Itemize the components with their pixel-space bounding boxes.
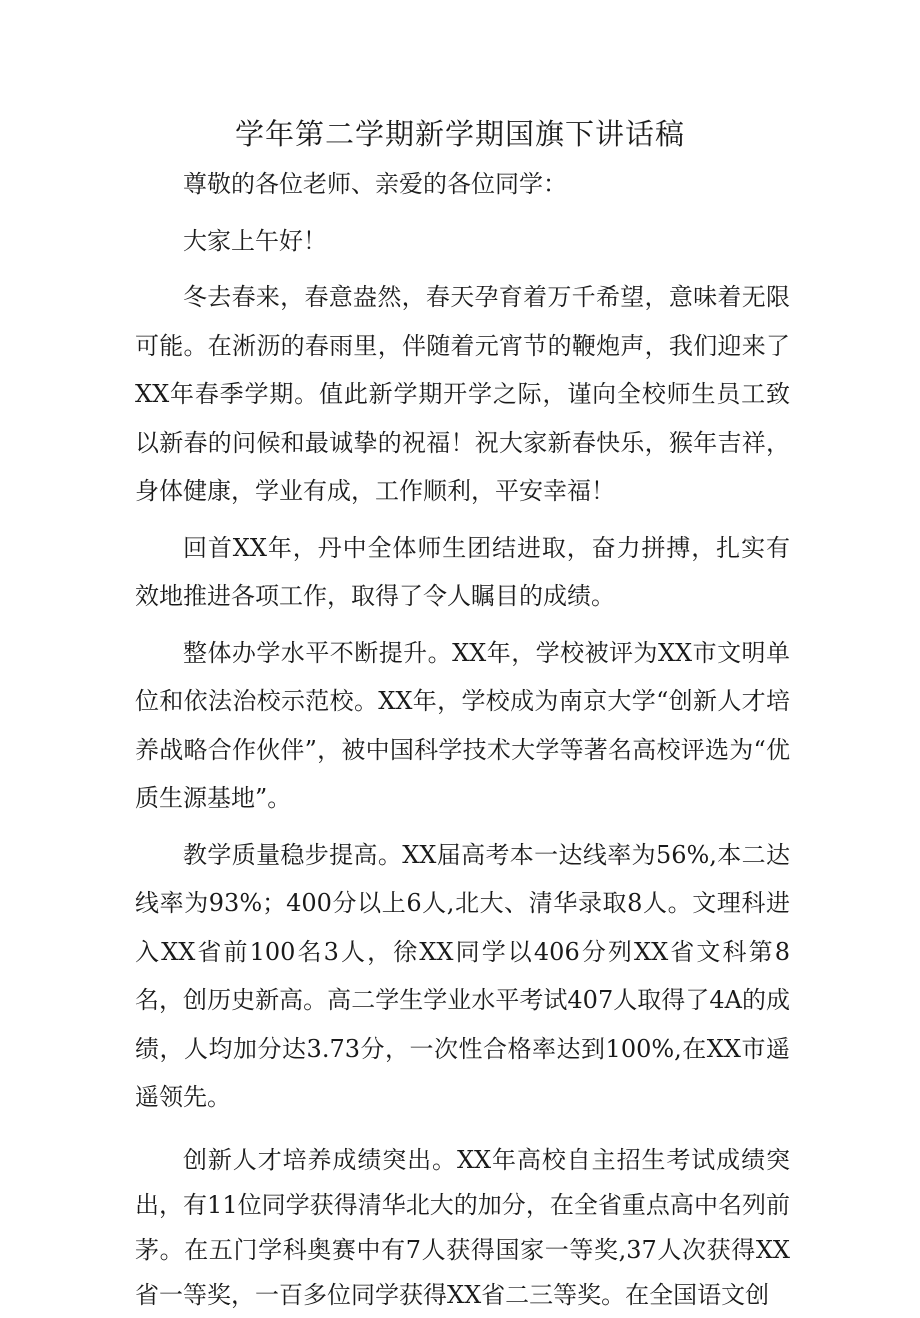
greeting-paragraph: 大家上午好！ [183, 226, 327, 255]
spring-blessing-paragraph: 冬去春来，春意盎然，春天孕育着万千希望，意味着无限可能。在淅沥的春雨里，伴随着元宵节的鞭炮声，我们迎来了XX年春季学期。值此新学期开学之际，谨向全校师生员工致以新春的问候和最诚挚的祝福！祝大家新春快乐，猴年吉祥，身体健康，学业有成，工作顺利，平安幸福！ [135, 283, 790, 505]
teaching-quality-paragraph: 教学质量稳步提高。XX届高考本一达线率为56%,本二达线率为93%；400分以上6人,北大、清华录取8人。文理科进入XX省前100名3人，徐XX同学以406分列XX省文科第8名，创历史新高。高二学生学业水平考试407人取得了4A的成绩，人均加分达3.73分，一次性合格率达到100%,在XX市遥遥领先。 [135, 840, 790, 1111]
innovation-talent-paragraph: 创新人才培养成绩突出。XX年高校自主招生考试成绩突出，有11位同学获得清华北大的加分，在全省重点高中名列前茅。在五门学科奥赛中有7人获得国家一等奖,37人次获得XX省一等奖，一百多位同学获得XX省二三等奖。在全国语文创 [135, 1145, 790, 1309]
review-paragraph: 回首XX年，丹中全体师生团结进取，奋力拼搏，扎实有效地推进各项工作，取得了令人瞩目的成绩。 [135, 533, 790, 610]
school-level-paragraph: 整体办学水平不断提升。XX年，学校被评为XX市文明单位和依法治校示范校。XX年，学校成为南京大学“创新人才培养战略合作伙伴”，被中国科学技术大学等著名高校评选为“优质生源基地”。 [135, 638, 790, 812]
salutation-paragraph: 尊敬的各位老师、亲爱的各位同学： [183, 170, 567, 198]
document-body [135, 160, 790, 1318]
document-title: 学年第二学期新学期国旗下讲话稿 [234, 117, 685, 151]
